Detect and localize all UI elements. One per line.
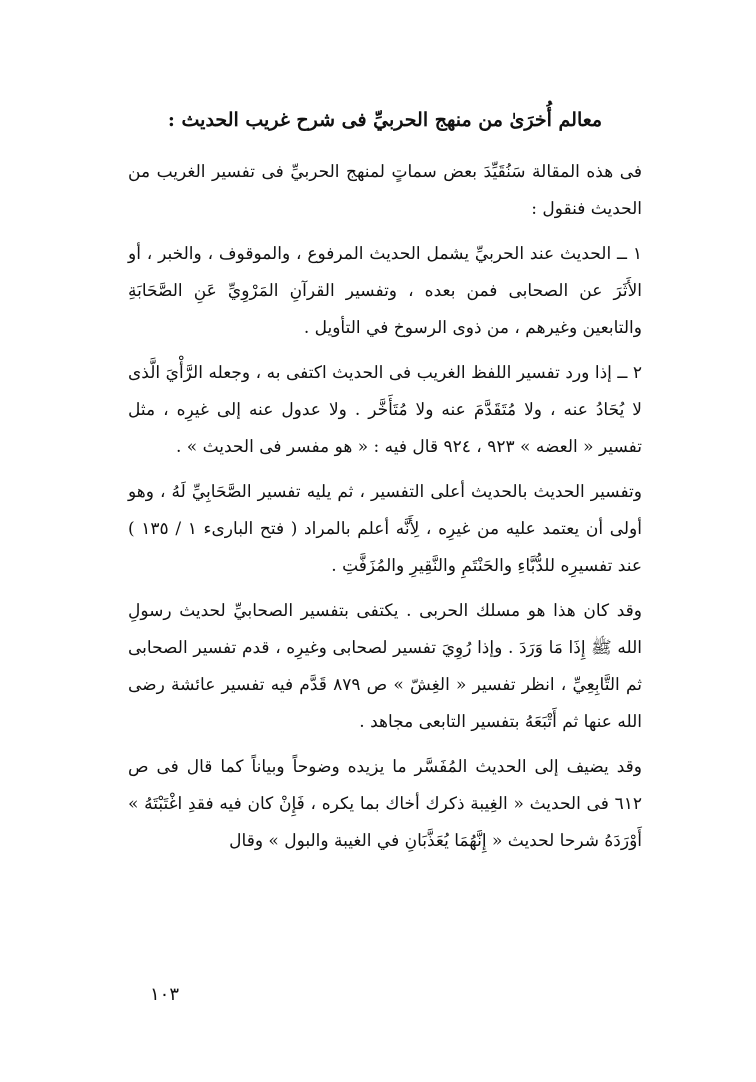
paragraph-point-2: ٢ ــ إذا ورد تفسير اللفظ الغريب فى الحديث اكتفى به ، وجعله الرَّأْيَ الَّذى لا يُحَادُ عنه ، ولا مُتَقَدَّمَ عنه ولا مُتَأَخَّر . ولا عدول عنه إلى غيرِه ، مثل تفسير « العضه » ٩٢٣ ، ٩٢٤ قال فيه : « هو مفسر فى الحديث » . (128, 363, 642, 457)
page-number: ١٠٣ (150, 984, 180, 1005)
paragraph-point-1: ١ ــ الحديث عند الحربيِّ يشمل الحديث المرفوع ، والموقوف ، والخبر ، أو الأَثَرَ عن الصحابى فمن بعده ، وتفسير القرآنِ المَرْوِيِّ عَنِ الصَّحَابَةِ والتابعين وغيرهم ، من ذوى الرسوخ في التأويل . (128, 244, 642, 338)
paragraph-hadith-tafsir: وتفسير الحديث بالحديث أعلى التفسير ، ثم يليه تفسير الصَّحَابِيِّ لَهُ ، وهو أولى أن يعتمد عليه من غيرِه ، لِأَنَّه أعلم بالمراد ( فتح البارىء ١ / ١٣٥ ) عند تفسيرِه للدُّبَّاءِ والحَنْتَمِ والنَّقِيرِ والمُزَفَّتِ . (128, 482, 642, 576)
paragraph-additions: وقد يضيف إلى الحديث المُفَسَّر ما يزيده وضوحاً وبياناً كما قال فى ص ٦١٢ فى الحديث « الغِيبة ذكرك أخاك بما يكره ، فَإِنْ كان فيه فقدِ اغْتَبْتَهُ » أَوْرَدَهُ شرحا لحديث « إِنَّهُمَا يُعَذَّبَانِ في الغيبة والبول » وقال (128, 757, 642, 851)
paragraph-harbi-method: وقد كان هذا هو مسلك الحربى . يكتفى بتفسير الصحابيِّ لحديث رسولِ الله ﷺ إِذَا مَا وَرَدَ . وإذا رُوِيَ تفسير لصحابى وغيرِه ، قدم تفسير الصحابى ثم التَّابِعِيِّ ، انظر تفسير « الغِشّ » ص ٨٧٩ قَدَّم فيه تفسير عائشة رضى الله عنها ثم أَتْبَعَهُ بتفسير التابعى مجاهد . (128, 601, 642, 732)
paragraph-intro: فى هذه المقالة سَنُقَيِّدَ بعض سماتٍ لمنهج الحربيِّ فى تفسير الغريب من الحديث فنقول : (128, 162, 642, 219)
section-heading: معالم أُخرَىٰ من منهج الحربيِّ فى شرح غريب الحديث : (167, 109, 603, 131)
document-page (128, 100, 642, 860)
